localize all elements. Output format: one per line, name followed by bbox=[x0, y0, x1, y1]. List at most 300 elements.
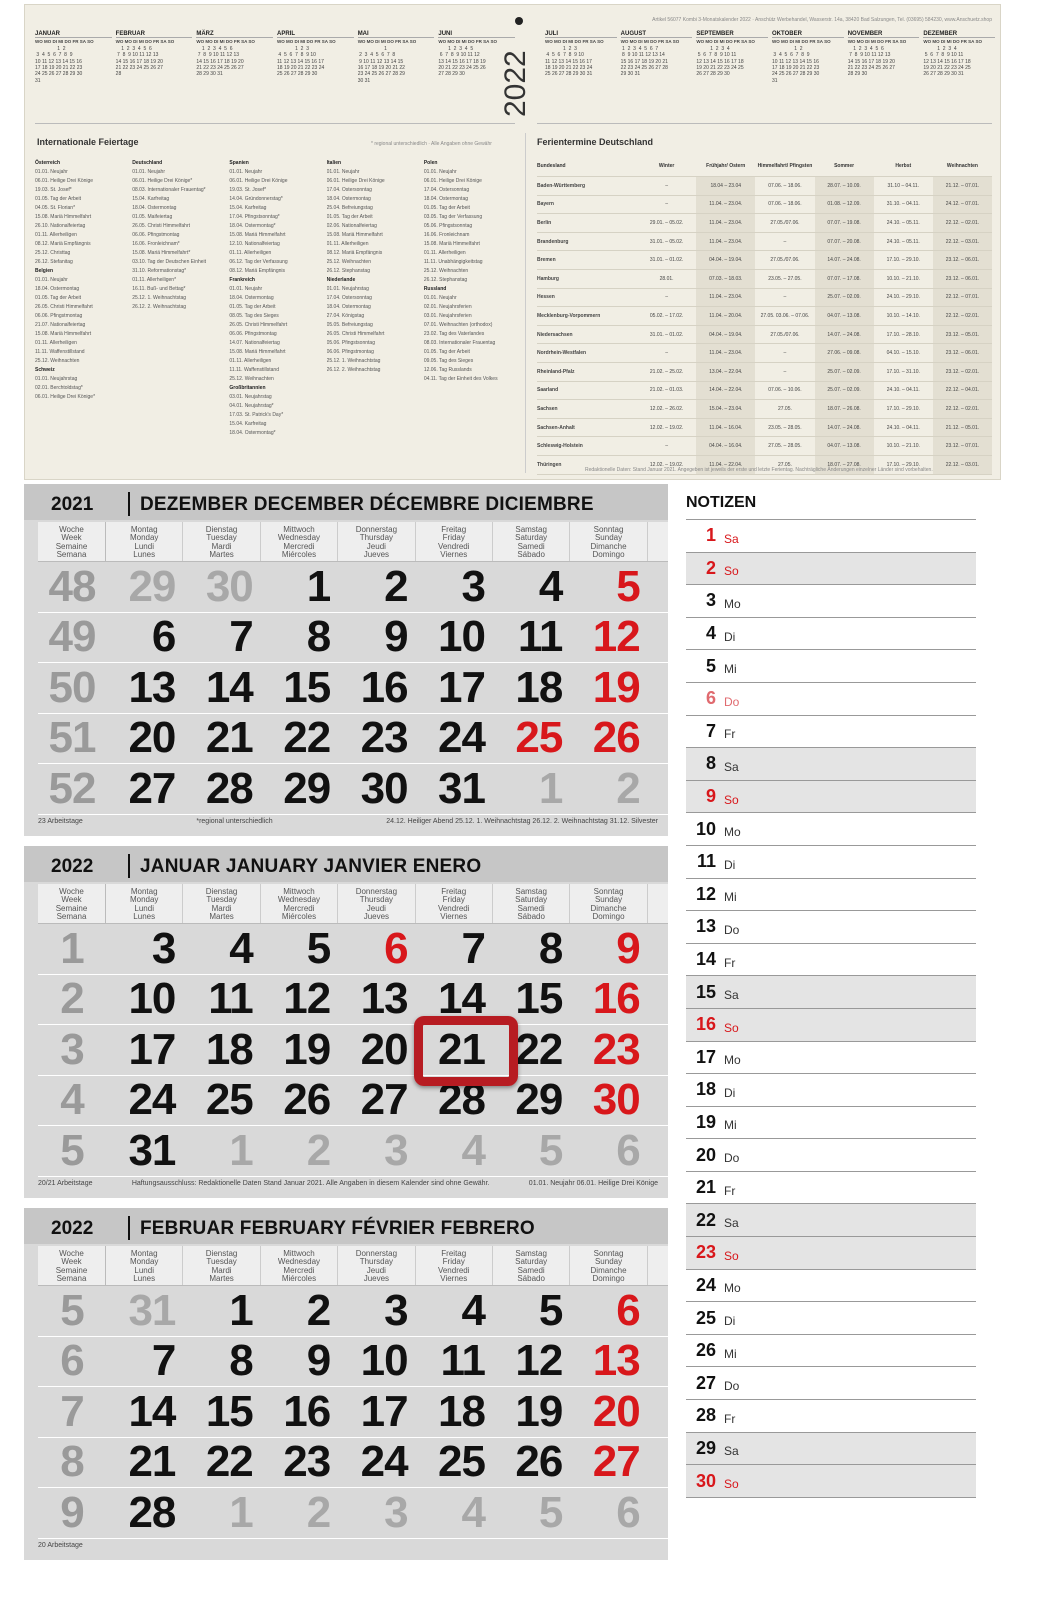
ferien-row bbox=[537, 344, 992, 363]
ferien-cell: 04.04. – 19.04. bbox=[696, 326, 755, 344]
notes-day-number: 10 bbox=[695, 818, 716, 839]
weekday-header-cell bbox=[338, 884, 415, 923]
notes-day-row[interactable] bbox=[686, 781, 976, 814]
holiday-entry: 21.07. Nationalfeiertag bbox=[35, 322, 86, 328]
day-number: 14 bbox=[205, 662, 253, 712]
holiday-entry: 15.04. Karfreitag bbox=[229, 205, 267, 211]
holiday-entry: 25.12. Weihnachten bbox=[35, 358, 80, 364]
day-number: 16 bbox=[360, 662, 408, 712]
ferien-cell: 24.10. – 04.11. bbox=[886, 387, 920, 394]
weekday-label: Samstag bbox=[515, 887, 547, 896]
mini-week-row: 6 7 8 9 10 11 12 bbox=[438, 52, 480, 59]
day-number: 25 bbox=[438, 1437, 485, 1487]
day-number: 20 bbox=[128, 713, 176, 763]
holiday-entry: 03.01. Neujahrstag bbox=[229, 394, 272, 400]
mini-week-row: 12 13 14 15 16 17 18 bbox=[696, 58, 744, 65]
weekday-label: Miércoles bbox=[281, 1274, 317, 1284]
ferien-cell: 07.07. – 20.08. bbox=[815, 233, 874, 251]
mini-week-row: 11 12 13 14 15 16 17 bbox=[277, 58, 324, 65]
holiday-entry: 23.02. Tag des Vaterlandes bbox=[423, 331, 485, 337]
holiday-entry: 01.01. Neujahrstag bbox=[326, 286, 369, 292]
holiday-country: Italien bbox=[326, 160, 342, 166]
ferien-row bbox=[537, 307, 992, 326]
weekday-label: Jeudi bbox=[366, 1265, 386, 1275]
notes-day-row[interactable] bbox=[686, 1204, 976, 1237]
notes-weekday: Do bbox=[724, 1379, 740, 1394]
holiday-entry: 01.01. Neujahr bbox=[423, 169, 457, 175]
ferien-header-cell: Herbst bbox=[895, 162, 912, 169]
mini-week-row: 1 2 3 4 5 6 bbox=[847, 45, 884, 52]
notes-weekday: Fr bbox=[724, 1411, 736, 1426]
ferien-cell: 07.07. – 19.08. bbox=[815, 214, 874, 232]
notes-day-row[interactable] bbox=[686, 650, 976, 683]
weekday-label: Martes bbox=[209, 912, 234, 922]
mini-calendar-month bbox=[696, 31, 768, 115]
month-header bbox=[24, 1208, 668, 1244]
holiday-country: Österreich bbox=[35, 160, 61, 166]
weekday-label: Dienstag bbox=[205, 1249, 238, 1258]
mini-month-name: DEZEMBER bbox=[923, 31, 995, 38]
notes-weekday: Di bbox=[724, 629, 736, 644]
ferien-header-cell: Himmelfahrt/ Pfingsten bbox=[757, 162, 813, 169]
notes-column bbox=[686, 484, 976, 1564]
notes-day-number: 5 bbox=[705, 655, 716, 676]
working-days-count: 20/21 Arbeitstage bbox=[38, 1180, 93, 1187]
svg-text:2022: 2022 bbox=[499, 50, 532, 117]
holiday-entry: 11.11. Unabhängigkeitstag bbox=[423, 259, 483, 265]
footer-note: Haftungsausschluss: Redaktionelle Daten Stand Januar 2021. Alle Angaben in diesem Kalender sind ohne Gewähr. bbox=[131, 1180, 490, 1187]
ferien-cell: 18.07. – 27.08. bbox=[815, 456, 874, 474]
holiday-entry: 11.11. Waffenstillstand bbox=[35, 349, 85, 355]
weekday-label: Domingo bbox=[592, 1274, 625, 1284]
month-year: 2022 bbox=[51, 1218, 94, 1239]
holiday-country: Frankreich bbox=[229, 277, 255, 283]
notes-day-number: 30 bbox=[695, 1470, 716, 1491]
weekday-header-cell bbox=[338, 1246, 415, 1285]
notes-day-row[interactable] bbox=[686, 585, 976, 618]
holiday-entry: 18.04. Ostermontag* bbox=[229, 223, 276, 229]
day-number: 1 bbox=[538, 763, 563, 813]
weekday-label: Domingo bbox=[592, 912, 625, 922]
weekday-label: Samedi bbox=[517, 903, 545, 913]
ferien-cell: 12.02. – 19.02. bbox=[649, 424, 684, 431]
day-number: 20 bbox=[360, 1024, 408, 1074]
day-number: 20 bbox=[592, 1386, 640, 1436]
working-days-count: 20 Arbeitstage bbox=[38, 1542, 83, 1549]
ferien-cell: 14.07. – 24.08. bbox=[815, 251, 874, 269]
notes-day-row[interactable] bbox=[686, 879, 976, 912]
weekday-label: Dimanche bbox=[590, 903, 627, 913]
notes-day-number: 18 bbox=[695, 1079, 716, 1100]
holiday-entry: 01.11. Allerheiligen bbox=[35, 232, 77, 238]
day-number: 9 bbox=[306, 1336, 331, 1386]
weekday-header-cell bbox=[416, 1246, 493, 1285]
weekday-label: Miércoles bbox=[281, 550, 317, 560]
notes-day-row[interactable] bbox=[686, 1237, 976, 1270]
ferien-cell: 17.10. – 29.10. bbox=[886, 257, 920, 264]
ferien-header-cell: Frühjahr/ Ostern bbox=[706, 162, 746, 169]
weekday-label: Martes bbox=[209, 550, 234, 560]
notes-weekday: Sa bbox=[724, 531, 739, 546]
mini-weekday-header: WO MO DI MI DO FR SA SO bbox=[438, 39, 497, 45]
day-number: 10 bbox=[438, 612, 485, 662]
ferien-cell: 11.04. – 16.04. bbox=[696, 419, 755, 437]
holiday-entry: 19.03. St. Josef* bbox=[35, 187, 72, 193]
holiday-entry: 12.06. Tag Russlands bbox=[423, 367, 472, 373]
day-number: 29 bbox=[515, 1075, 563, 1125]
week-label: Week bbox=[61, 895, 82, 905]
notes-weekday: Fr bbox=[724, 1183, 736, 1198]
notes-day-number: 28 bbox=[695, 1405, 716, 1426]
day-number: 25 bbox=[515, 713, 563, 763]
footer-note: *regional unterschiedlich bbox=[196, 818, 273, 825]
notes-day-row[interactable] bbox=[686, 1009, 976, 1042]
holiday-entry: 08.12. Mariä Empfängnis bbox=[35, 241, 91, 247]
ferien-cell: 17.10. – 29.10. bbox=[886, 405, 920, 412]
weekday-label: Donnerstag bbox=[355, 887, 398, 896]
notes-day-row[interactable] bbox=[686, 1139, 976, 1172]
day-number: 18 bbox=[515, 662, 563, 712]
mini-week-row: 21 22 23 24 25 26 27 bbox=[196, 65, 244, 72]
week-number: 5 bbox=[60, 1125, 84, 1175]
day-number: 26 bbox=[515, 1437, 563, 1487]
weekday-label: Mardi bbox=[211, 1265, 232, 1275]
mini-week-row: 28 29 30 bbox=[847, 71, 868, 78]
day-number: 27 bbox=[592, 1437, 640, 1487]
holidays-title: Internationale Feiertage bbox=[37, 137, 139, 147]
mini-week-row: 21 22 23 24 25 26 27 bbox=[847, 65, 895, 72]
weekday-label: Miércoles bbox=[281, 912, 317, 922]
day-number: 23 bbox=[360, 713, 408, 763]
weekday-label: Sonntag bbox=[593, 525, 624, 534]
ferien-cell: 23.12. – 06.01. bbox=[933, 344, 992, 362]
ferien-cell: 25.07. – 02.09. bbox=[815, 382, 874, 400]
mini-week-row: 5 6 7 8 9 10 11 bbox=[696, 52, 737, 59]
ferien-state: Sachsen bbox=[537, 405, 558, 412]
mini-calendar-month bbox=[772, 31, 844, 115]
holiday-country: Spanien bbox=[229, 160, 249, 166]
notes-day-row[interactable] bbox=[686, 716, 976, 749]
day-number: 16 bbox=[592, 974, 640, 1024]
weekday-label: Jueves bbox=[363, 1274, 390, 1284]
notes-day-row[interactable] bbox=[686, 813, 976, 846]
weekday-header-cell bbox=[493, 1246, 570, 1285]
mini-calendar-month bbox=[621, 31, 693, 115]
ferien-row bbox=[537, 251, 992, 270]
week-number: 50 bbox=[48, 662, 96, 712]
mini-month-name: JUNI bbox=[438, 31, 515, 38]
holiday-country: Schweiz bbox=[35, 367, 55, 373]
day-number: 17 bbox=[128, 1024, 176, 1074]
month-grid bbox=[38, 522, 668, 815]
holiday-entry: 25.12. Christtag bbox=[35, 250, 71, 256]
notes-day-row[interactable] bbox=[686, 748, 976, 781]
week-label: Woche bbox=[59, 1249, 84, 1258]
header-separator bbox=[128, 492, 130, 516]
ferien-cell: 27.06. – 09.08. bbox=[815, 344, 874, 362]
month-header bbox=[24, 484, 668, 520]
mini-calendar-month bbox=[923, 31, 995, 115]
mini-week-row: 4 5 6 7 8 9 10 bbox=[545, 52, 584, 59]
weekday-label: Thursday bbox=[359, 1257, 394, 1267]
notes-day-row[interactable] bbox=[686, 944, 976, 977]
weekday-label: Freitag bbox=[441, 1249, 467, 1258]
day-number: 10 bbox=[128, 974, 176, 1024]
weekday-label: Montag bbox=[130, 1249, 158, 1258]
notes-day-number: 26 bbox=[695, 1340, 716, 1361]
mini-week-row: 28 29 30 31 bbox=[196, 71, 223, 78]
holiday-entry: 25.12. 1. Weihnachtstag bbox=[326, 358, 381, 364]
yearly-overview-strip bbox=[24, 4, 1001, 480]
mini-week-row: 1 2 3 bbox=[545, 45, 577, 52]
ferien-cell: 01.08. – 12.09. bbox=[815, 196, 874, 214]
notes-weekday: Di bbox=[724, 857, 736, 872]
holiday-entry: 04.01. Neujahrstag* bbox=[229, 403, 274, 409]
notes-title: NOTIZEN bbox=[686, 484, 976, 520]
header-separator bbox=[128, 1216, 130, 1240]
mini-week-row: 7 8 9 10 11 12 13 bbox=[115, 52, 159, 59]
notes-day-row[interactable] bbox=[686, 1270, 976, 1303]
ferien-state: Nordrhein-Westfalen bbox=[537, 350, 587, 357]
holiday-country: Belgien bbox=[35, 268, 54, 274]
weekday-label: Monday bbox=[129, 1257, 159, 1267]
weekday-label: Lundi bbox=[134, 903, 154, 913]
notes-day-row[interactable] bbox=[686, 618, 976, 651]
weekday-label: Viernes bbox=[440, 912, 468, 922]
mini-weekday-header: WO MO DI MI DO FR SA SO bbox=[545, 39, 604, 45]
ferien-cell: 07.03. – 18.03. bbox=[696, 270, 755, 288]
week-number: 48 bbox=[48, 561, 96, 611]
weekday-header-cell bbox=[416, 522, 493, 561]
ferien-cell: – bbox=[783, 238, 787, 245]
week-label: Semana bbox=[56, 1274, 87, 1284]
holiday-entry: 26.05. Christi Himmelfahrt bbox=[326, 331, 385, 337]
ferien-cell: 10.10. – 14.10. bbox=[886, 312, 920, 319]
divider bbox=[525, 133, 526, 473]
day-number: 4 bbox=[229, 923, 253, 973]
ferien-cell: 12.02. – 19.02. bbox=[649, 461, 684, 468]
mini-calendars-first-half bbox=[35, 31, 515, 115]
ferien-cell: 23.12. – 06.01. bbox=[933, 270, 992, 288]
mini-week-row: 1 2 3 4 bbox=[923, 45, 957, 52]
mini-week-row: 1 bbox=[357, 45, 387, 52]
notes-day-row[interactable] bbox=[686, 1335, 976, 1368]
ferien-cell: 22.12. – 07.01. bbox=[933, 289, 992, 307]
day-number: 16 bbox=[283, 1386, 331, 1436]
weekday-label: Dienstag bbox=[205, 887, 238, 896]
ferien-cell: 23.12. – 06.01. bbox=[933, 251, 992, 269]
weekday-label: Mercredi bbox=[283, 541, 315, 551]
month-block-february-2022 bbox=[24, 1208, 668, 1560]
mini-week-row: 3 4 5 6 7 8 9 bbox=[772, 52, 810, 59]
ferien-cell: 23.12. – 02.01. bbox=[933, 363, 992, 381]
week-row bbox=[38, 714, 668, 765]
holiday-entry: 01.05. Tag der Arbeit bbox=[229, 304, 276, 310]
holiday-entry: 18.04. Ostermontag* bbox=[229, 430, 276, 436]
notes-day-row[interactable] bbox=[686, 1367, 976, 1400]
weekday-header-cell bbox=[261, 884, 338, 923]
mini-week-row: 16 17 18 19 20 21 22 bbox=[357, 65, 405, 72]
weekday-header-cell bbox=[106, 1246, 183, 1285]
mini-week-row: 27 28 29 30 bbox=[438, 71, 465, 78]
week-row bbox=[38, 1387, 668, 1438]
weekday-header-row bbox=[38, 522, 668, 562]
weekday-header-row bbox=[38, 1246, 668, 1286]
notes-day-row[interactable] bbox=[686, 553, 976, 586]
notes-weekday: So bbox=[724, 1477, 739, 1492]
notes-day-row[interactable] bbox=[686, 520, 976, 553]
ferien-header-row bbox=[537, 155, 992, 177]
weekday-header-cell bbox=[493, 522, 570, 561]
day-number: 22 bbox=[205, 1437, 253, 1487]
mini-month-name: FEBRUAR bbox=[116, 31, 193, 38]
date-marker-slider[interactable] bbox=[414, 1016, 518, 1086]
holiday-entry: 06.01. Heilige Drei Könige bbox=[326, 178, 385, 184]
weekday-label: Sábado bbox=[517, 550, 545, 560]
month-block-december-2021 bbox=[24, 484, 668, 836]
day-number: 31 bbox=[128, 1125, 176, 1175]
weekday-label: Sábado bbox=[517, 1274, 545, 1284]
notes-day-row[interactable] bbox=[686, 976, 976, 1009]
week-column-header bbox=[38, 884, 106, 923]
ferien-row bbox=[537, 196, 992, 215]
notes-day-number: 27 bbox=[695, 1372, 716, 1393]
month-footer bbox=[38, 1542, 658, 1549]
mini-week-row: 3 4 5 6 7 8 9 bbox=[35, 52, 73, 59]
ferien-cell: 27.05./07.06. bbox=[770, 219, 800, 226]
notes-weekday: Sa bbox=[724, 759, 739, 774]
day-number: 26 bbox=[283, 1075, 331, 1125]
mini-week-row: 10 11 12 13 14 15 16 bbox=[35, 58, 82, 65]
holiday-column bbox=[35, 159, 126, 471]
ferien-cell: 11.04. – 23.04. bbox=[696, 196, 755, 214]
week-row bbox=[38, 1025, 668, 1076]
weekday-header-cell bbox=[570, 884, 647, 923]
holiday-entry: 02.01. Neujahrsferien bbox=[423, 304, 472, 310]
notes-day-row[interactable] bbox=[686, 911, 976, 944]
notes-day-row[interactable] bbox=[686, 1172, 976, 1205]
weekday-header-cell bbox=[416, 884, 493, 923]
ferien-row bbox=[537, 214, 992, 233]
day-number: 2 bbox=[384, 561, 408, 611]
mini-week-row: 12 13 14 15 16 17 18 bbox=[923, 58, 971, 65]
weekday-header-cell bbox=[106, 884, 183, 923]
ferien-row bbox=[537, 419, 992, 438]
ferien-cell: 04.04. – 19.04. bbox=[696, 251, 755, 269]
weekday-label: Jueves bbox=[363, 912, 390, 922]
footer-holidays: 01.01. Neujahr 06.01. Heilige Drei Könige bbox=[528, 1180, 658, 1187]
holiday-entry: 25.04. Befreiungstag bbox=[326, 205, 373, 211]
day-number: 17 bbox=[438, 662, 485, 712]
notes-day-row[interactable] bbox=[686, 683, 976, 716]
day-number: 11 bbox=[517, 612, 563, 662]
ferien-cell: 24.10. – 29.10. bbox=[886, 294, 920, 301]
weekday-label: Lundi bbox=[134, 1265, 154, 1275]
day-number: 30 bbox=[592, 1075, 640, 1125]
mini-calendar-month bbox=[545, 31, 617, 115]
mini-week-row: 7 8 9 10 11 12 13 bbox=[847, 52, 891, 59]
weekday-label: Donnerstag bbox=[355, 1249, 398, 1258]
holiday-entry: 25.12. Weihnachten bbox=[423, 268, 469, 274]
notes-weekday: Fr bbox=[724, 955, 736, 970]
ferien-cell: 14.07. – 24.08. bbox=[815, 326, 874, 344]
day-number: 27 bbox=[128, 763, 176, 813]
notes-day-row[interactable] bbox=[686, 1465, 976, 1498]
holiday-entry: 05.05. Befreiungstag bbox=[326, 322, 373, 328]
holiday-entry: 15.08. Mariä Himmelfahrt bbox=[423, 241, 480, 247]
mini-week-row: 13 14 15 16 17 18 19 bbox=[438, 58, 486, 65]
ferien-state: Mecklenburg-Vorpommern bbox=[537, 312, 601, 319]
weekday-header-cell bbox=[183, 522, 260, 561]
day-number: 6 bbox=[151, 612, 176, 662]
day-number: 19 bbox=[283, 1024, 331, 1074]
mini-month-name: APRIL bbox=[277, 31, 354, 38]
day-number: 31 bbox=[438, 763, 485, 813]
day-number: 12 bbox=[515, 1336, 563, 1386]
ferien-cell: 27.05. bbox=[777, 461, 792, 468]
holiday-entry: 18.04. Ostermontag bbox=[423, 196, 469, 202]
notes-day-row[interactable] bbox=[686, 846, 976, 879]
holiday-country: Niederlande bbox=[326, 277, 356, 283]
ferien-header-cell: Bundesland bbox=[537, 162, 566, 169]
notes-day-row[interactable] bbox=[686, 1074, 976, 1107]
holiday-entry: 15.04. Karfreitag bbox=[229, 421, 267, 427]
holiday-entry: 11.11. Waffenstillstand bbox=[229, 367, 279, 373]
weekday-label: Lunes bbox=[133, 1274, 156, 1284]
ferien-cell: 24.10. – 05.11. bbox=[886, 219, 920, 226]
holiday-entry: 01.05. Tag der Arbeit bbox=[326, 214, 373, 220]
holiday-entry: 15.08. Mariä Himmelfahrt bbox=[229, 349, 286, 355]
mini-week-row: 8 9 10 11 12 13 14 bbox=[620, 52, 665, 59]
divider bbox=[537, 123, 992, 124]
weekday-label: Martes bbox=[209, 1274, 234, 1284]
holiday-entry: 26.05. Christi Himmelfahrt bbox=[132, 223, 190, 229]
ferien-cell: – bbox=[665, 182, 668, 189]
weekday-header-row bbox=[38, 884, 668, 924]
holiday-entry: 06.12. Tag der Verfassung bbox=[229, 259, 288, 265]
ferien-cell: 31.10 – 04.11. bbox=[887, 182, 920, 189]
ferien-cell: 27.05. – 28.05. bbox=[768, 443, 802, 450]
notes-day-row[interactable] bbox=[686, 1042, 976, 1075]
ferien-cell: 04.10. – 15.10. bbox=[886, 350, 920, 357]
day-number: 7 bbox=[229, 612, 253, 662]
weekday-label: Monday bbox=[129, 895, 159, 905]
mini-week-row: 25 26 27 28 29 30 31 bbox=[545, 71, 593, 78]
weekday-label: Samedi bbox=[517, 1265, 545, 1275]
notes-day-row[interactable] bbox=[686, 1302, 976, 1335]
mini-week-row: 30 31 bbox=[357, 77, 371, 84]
weekday-label: Mittwoch bbox=[283, 525, 315, 534]
ferien-cell: 27.05. bbox=[777, 405, 792, 412]
ferien-cell: 21.12. – 05.01. bbox=[933, 419, 992, 437]
holiday-entry: 18.04. Ostermontag bbox=[229, 295, 274, 301]
weekday-label: Jeudi bbox=[366, 541, 386, 551]
day-number: 6 bbox=[616, 1125, 640, 1175]
holiday-entry: 06.06. Pfingstmontag bbox=[132, 232, 180, 238]
holiday-entry: 14.07. Nationalfeiertag bbox=[229, 340, 280, 346]
day-number: 2 bbox=[306, 1285, 331, 1335]
week-row bbox=[38, 924, 668, 975]
notes-day-row[interactable] bbox=[686, 1433, 976, 1466]
notes-day-row[interactable] bbox=[686, 1400, 976, 1433]
mini-week-row: 22 23 24 25 26 27 28 bbox=[620, 65, 668, 72]
notes-day-row[interactable] bbox=[686, 1107, 976, 1140]
notes-day-number: 17 bbox=[695, 1046, 716, 1067]
ferien-cell: 10.10. – 21.10. bbox=[886, 443, 920, 450]
holiday-column bbox=[327, 159, 418, 471]
holiday-entry: 01.01. Neujahr bbox=[229, 169, 263, 175]
year-stamp bbox=[495, 13, 539, 123]
